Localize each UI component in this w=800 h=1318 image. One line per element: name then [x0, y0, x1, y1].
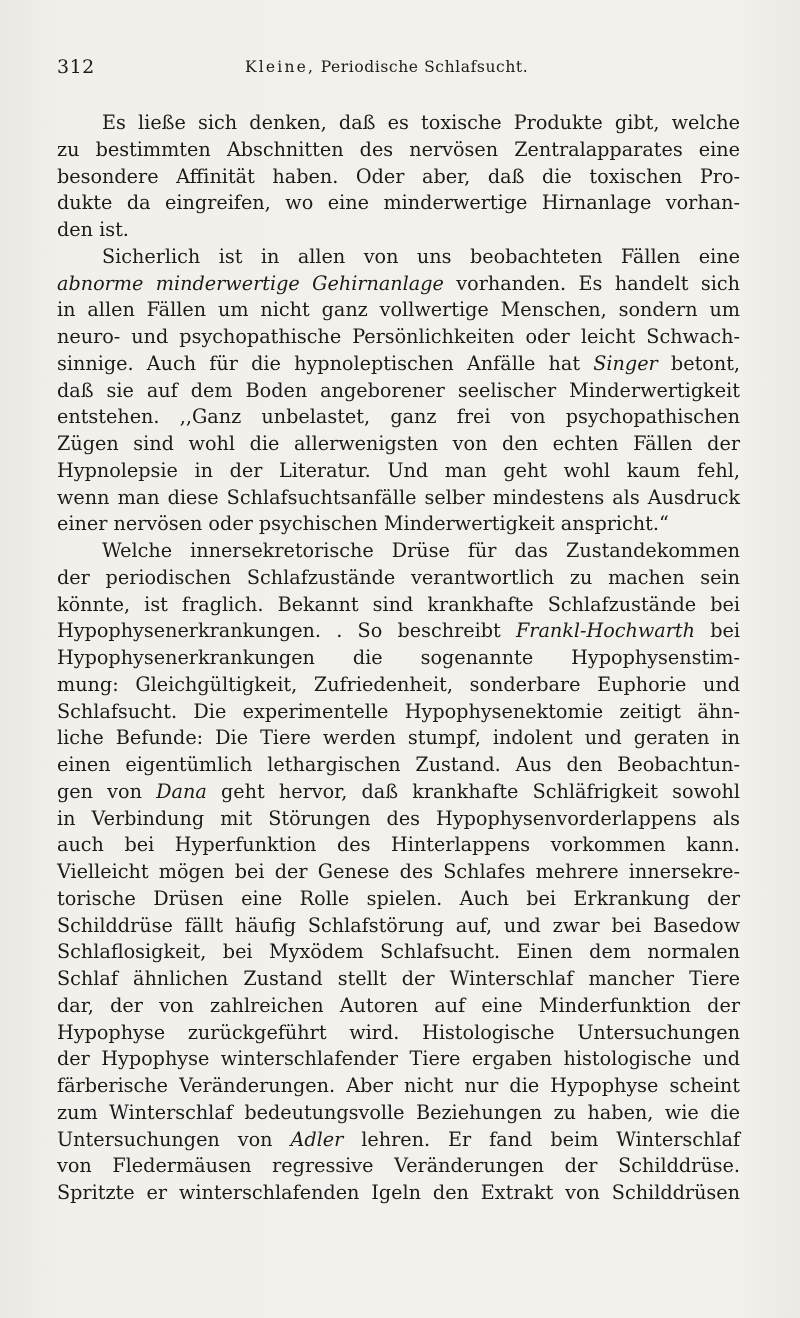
text-line [57, 939, 740, 966]
text-line [57, 458, 740, 485]
text-run: Vielleicht mögen bei der Genese des Schlafes mehrere innersekre- [57, 860, 740, 883]
text-line [57, 378, 740, 405]
text-line [57, 993, 740, 1020]
text-line [57, 672, 740, 699]
text-line [57, 538, 740, 565]
text-run: auch bei Hyperfunktion des Hinterlappens vorkommen kann. [57, 833, 740, 857]
text-run: Hypophysenerkrankungen die sogenannte Hypophysenstim- [57, 646, 740, 669]
italic-text: abnorme minderwertige Gehirnanlage [57, 271, 444, 295]
text-line [57, 324, 740, 351]
text-line [57, 859, 740, 886]
text-line [57, 511, 740, 538]
text-run: wenn man diese Schlafsuchtsanfälle selber mindestens als Ausdruck [57, 485, 740, 509]
page-number: 312 [57, 56, 95, 78]
text-line [57, 1073, 740, 1100]
text-line [57, 1180, 740, 1207]
text-run: neuro- und psychopathische Persönlichkeiten oder leicht Schwach- [57, 325, 740, 348]
text-run: Hypnolepsie in der Literatur. Und man geht wohl kaum fehl, [57, 458, 740, 482]
text-line [57, 244, 740, 271]
text-run: zum Winterschlaf bedeutungsvolle Beziehungen zu haben, wie die [57, 1100, 740, 1124]
text-line [57, 1020, 740, 1047]
text-run: zu bestimmten Abschnitten des nervösen Zentralapparates eine [57, 137, 740, 161]
body-text [57, 110, 740, 1207]
text-line [57, 190, 740, 217]
text-line [57, 1100, 740, 1127]
text-run: könnte, ist fraglich. Bekannt sind krankhafte Schlafzustände bei [57, 592, 740, 616]
text-run: färberische Veränderungen. Aber nicht nur die Hypophyse scheint [57, 1074, 740, 1097]
italic-text: Frankl-Hochwarth [515, 619, 695, 643]
text-line [57, 164, 740, 191]
text-run: Welche innersekretorische Drüse für das Zustandekommen [102, 539, 740, 562]
text-run: Spritzte er winterschlafenden Igeln den Extrakt von Schilddrüsen [57, 1181, 740, 1204]
italic-text: Adler [290, 1127, 344, 1151]
text-run: der periodischen Schlafzustände verantwortlich zu machen sein [57, 565, 740, 589]
text-run: sinnige. Auch für die hypnoleptischen Anfälle hat [57, 351, 594, 375]
text-line [57, 297, 740, 324]
text-line [57, 779, 740, 806]
text-run: Schilddrüse fällt häufig Schlafstörung auf, und zwar bei Basedow [57, 913, 740, 937]
text-run: Zügen sind wohl die allerwenigsten von den echten Fällen der [57, 432, 740, 455]
text-run: Hypophyse zurückgeführt wird. Histologische Untersuchungen [57, 1020, 740, 1044]
text-line [57, 137, 740, 164]
text-run: lehren. Er fand beim Winterschlaf [343, 1127, 741, 1151]
text-line [57, 645, 740, 672]
text-run: entstehen. ,,Ganz unbelastet, ganz frei von psychopathischen [57, 405, 740, 429]
text-run: gen von [57, 779, 157, 803]
text-line [57, 913, 740, 940]
text-run: liche Befunde: Die Tiere werden stumpf, indolent und geraten in [57, 726, 740, 750]
text-run: dar, der von zahlreichen Autoren auf eine Minderfunktion der [57, 993, 740, 1017]
text-line [57, 806, 740, 833]
text-line [57, 1153, 740, 1180]
text-run: den ist. [57, 218, 129, 241]
running-head-title: Periodische Schlafsucht. [320, 58, 529, 76]
text-line [57, 351, 740, 378]
text-run: dukte da eingreifen, wo eine minderwertige Hirnanlage vorhan- [57, 191, 740, 215]
text-line [57, 725, 740, 752]
text-run: bei [695, 619, 741, 643]
text-line [57, 832, 740, 859]
text-run: in allen Fällen um nicht ganz vollwertige Menschen, sondern um [57, 298, 740, 322]
text-run: Hypophysenerkrankungen. . So beschreibt [57, 619, 516, 643]
text-line [57, 618, 740, 645]
text-line [57, 1127, 740, 1154]
text-line [57, 699, 740, 726]
text-run: geht hervor, daß krankhafte Schläfrigkeit sowohl [206, 779, 740, 803]
text-line [57, 752, 740, 779]
page-header [57, 56, 742, 82]
text-run: einer nervösen oder psychischen Minderwertigkeit anspricht.“ [57, 512, 669, 536]
text-run: mung: Gleichgültigkeit, Zufriedenheit, sonderbare Euphorie und [57, 672, 740, 696]
text-run: daß sie auf dem Boden angeborener seelischer Minderwertigkeit [57, 378, 740, 402]
text-run: Sicherlich ist in allen von uns beobachteten Fällen eine [102, 244, 740, 268]
text-line [57, 966, 740, 993]
text-run: Untersuchungen von [57, 1127, 291, 1151]
text-run: Schlaflosigkeit, bei Myxödem Schlafsucht. Einen dem normalen [57, 940, 740, 964]
text-line [57, 485, 740, 512]
text-run: in Verbindung mit Störungen des Hypophysenvorderlappens als [57, 806, 740, 830]
text-run: vorhanden. Es handelt sich [443, 271, 740, 295]
italic-text: Dana [156, 779, 207, 803]
text-run: Schlafsucht. Die experimentelle Hypophysenektomie zeitigt ähn- [57, 699, 740, 723]
text-run: Es ließe sich denken, daß es toxische Produkte gibt, welche [102, 111, 740, 134]
text-line [57, 404, 740, 431]
text-line [57, 565, 740, 592]
text-line [57, 217, 740, 244]
text-run: von Fledermäusen regressive Veränderungen der Schilddrüse. [57, 1154, 740, 1178]
text-line [57, 592, 740, 619]
text-line [57, 886, 740, 913]
running-head [245, 58, 528, 76]
text-run: einen eigentümlich lethargischen Zustand. Aus den Beobachtun- [57, 753, 740, 776]
running-head-author: Kleine, [245, 58, 316, 76]
text-line [57, 110, 740, 137]
text-run: Schlaf ähnlichen Zustand stellt der Winterschlaf mancher Tiere [57, 967, 740, 990]
text-line [57, 431, 740, 458]
text-run: besondere Affinität haben. Oder aber, daß die toxischen Pro- [57, 164, 740, 188]
text-run: betont, [657, 351, 741, 375]
text-line [57, 1046, 740, 1073]
text-run: torische Drüsen eine Rolle spielen. Auch bei Erkrankung der [57, 886, 740, 910]
italic-text: Singer [593, 351, 658, 375]
text-line [57, 271, 740, 298]
text-run: der Hypophyse winterschlafender Tiere ergaben histologische und [57, 1047, 740, 1071]
